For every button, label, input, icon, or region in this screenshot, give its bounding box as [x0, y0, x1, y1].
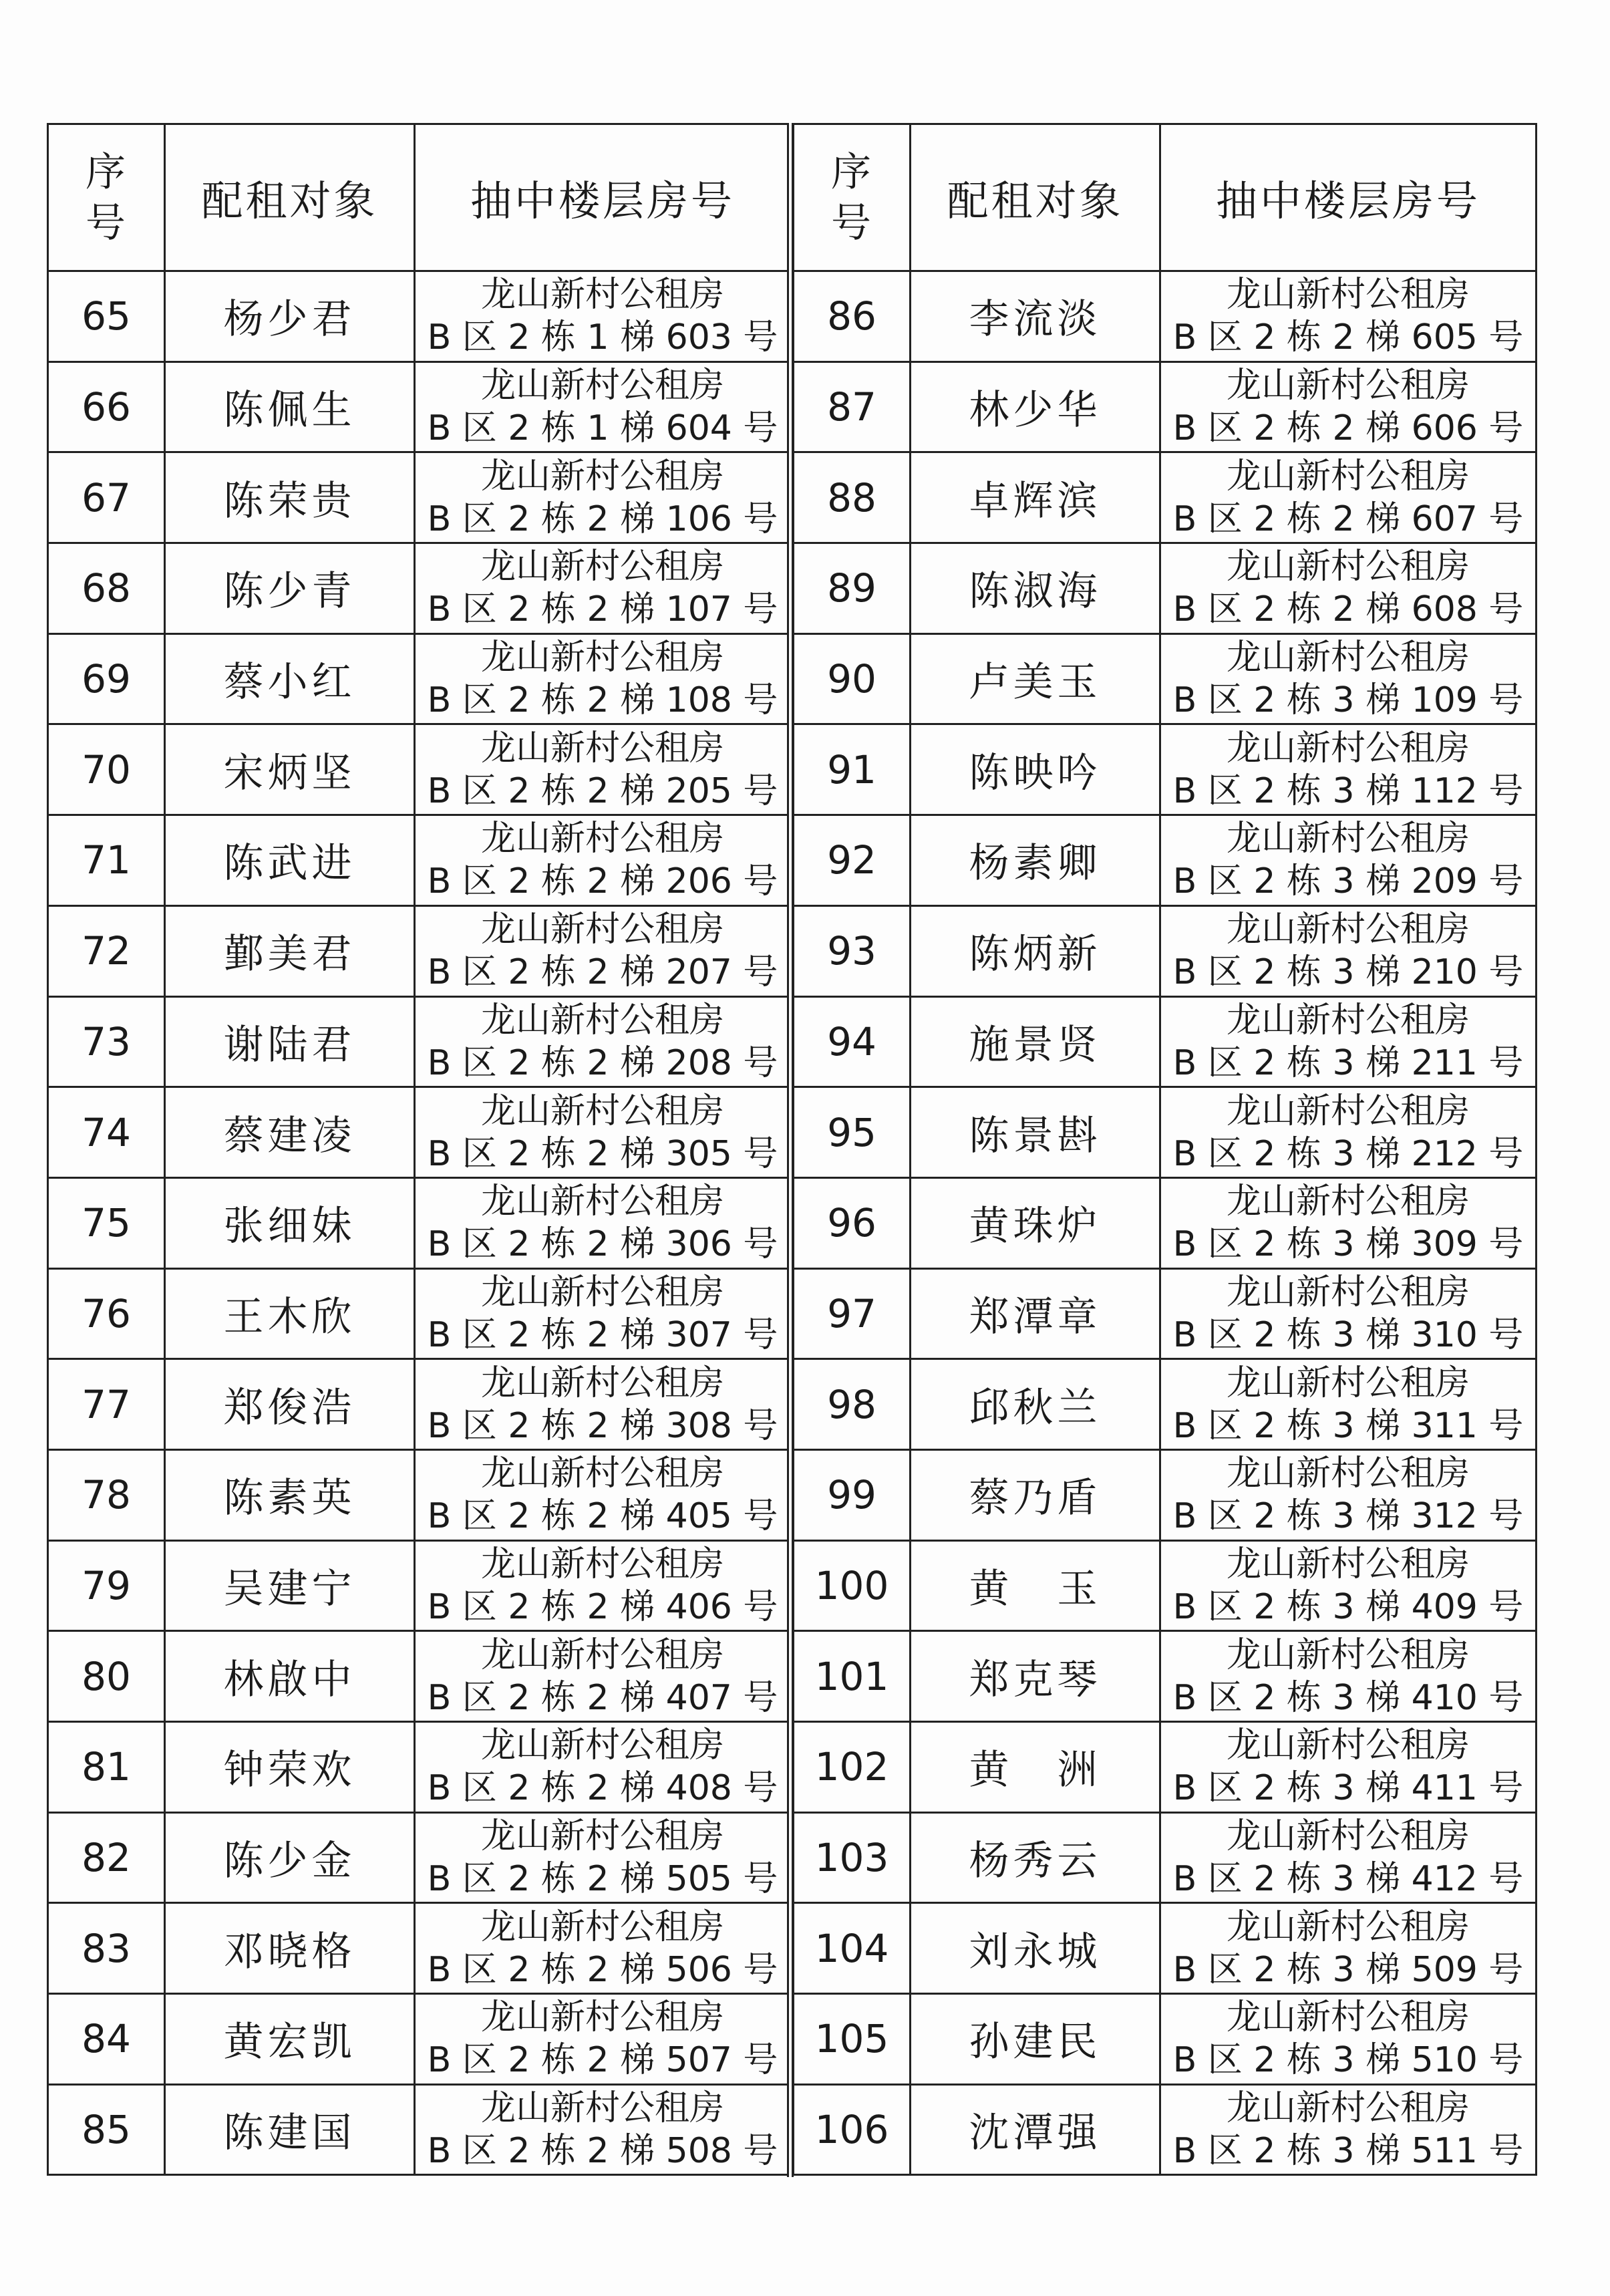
room-number: B 区 2 栋 2 梯 507 号: [427, 2040, 778, 2081]
table-row: [48, 2084, 791, 2175]
room-number: B 区 2 栋 2 梯 206 号: [427, 861, 778, 902]
row-room: [1160, 1087, 1537, 1178]
room-number: B 区 2 栋 1 梯 604 号: [427, 408, 778, 449]
room-number: B 区 2 栋 2 梯 205 号: [427, 770, 778, 811]
row-seq: 84: [48, 1994, 165, 2085]
table-row: [794, 1449, 1537, 1540]
room-number: B 区 2 栋 3 梯 412 号: [1172, 1859, 1524, 1900]
room-estate: 龙山新村公租房: [480, 1181, 724, 1222]
row-room: [415, 271, 791, 362]
table-row: [48, 1449, 791, 1540]
room-estate: 龙山新村公租房: [480, 456, 724, 496]
row-seq: 79: [48, 1540, 165, 1631]
room-estate: 龙山新村公租房: [1226, 637, 1470, 678]
row-tenant-name: 谢陆君: [165, 996, 415, 1087]
row-tenant-name: 鄞美君: [165, 905, 415, 996]
row-room: [415, 1722, 791, 1813]
room-number: B 区 2 栋 2 梯 106 号: [427, 498, 778, 539]
row-seq: 66: [48, 362, 165, 452]
room-number: B 区 2 栋 2 梯 307 号: [427, 1314, 778, 1355]
row-room: [415, 1359, 791, 1450]
row-room: [1160, 1722, 1537, 1813]
row-room: [415, 815, 791, 906]
room-estate: 龙山新村公租房: [1226, 909, 1470, 950]
row-seq: 71: [48, 815, 165, 906]
room-number: B 区 2 栋 2 梯 207 号: [427, 952, 778, 993]
row-tenant-name: 杨少君: [165, 271, 415, 362]
row-room: [415, 543, 791, 634]
table-row: [48, 1087, 791, 1178]
room-estate: 龙山新村公租房: [1226, 728, 1470, 768]
row-room: [415, 996, 791, 1087]
room-estate: 龙山新村公租房: [1226, 1362, 1470, 1403]
row-seq: 83: [48, 1903, 165, 1994]
table-row: [794, 1087, 1537, 1178]
table-row: [48, 1903, 791, 1994]
room-estate: 龙山新村公租房: [480, 1997, 724, 2038]
row-tenant-name: 陈建国: [165, 2084, 415, 2175]
row-room: [1160, 1540, 1537, 1631]
row-tenant-name: 郑潭章: [911, 1268, 1160, 1359]
table-row: [48, 452, 791, 543]
row-seq: 101: [794, 1631, 911, 1722]
row-seq: 74: [48, 1087, 165, 1178]
room-number: B 区 2 栋 3 梯 112 号: [1172, 770, 1524, 811]
header-tenant: 配租对象: [911, 124, 1160, 271]
row-seq: 72: [48, 905, 165, 996]
row-seq: 106: [794, 2084, 911, 2175]
row-seq: 104: [794, 1903, 911, 1994]
row-tenant-name: 陈武进: [165, 815, 415, 906]
table-row: [48, 1812, 791, 1903]
row-seq: 91: [794, 724, 911, 815]
row-room: [415, 1631, 791, 1722]
room-number: B 区 2 栋 2 梯 508 号: [427, 2131, 778, 2172]
room-estate: 龙山新村公租房: [1226, 1181, 1470, 1222]
row-seq: 82: [48, 1812, 165, 1903]
room-estate: 龙山新村公租房: [1226, 819, 1470, 859]
table-row: [48, 1722, 791, 1813]
row-room: [1160, 2084, 1537, 2175]
table-row: [794, 1359, 1537, 1450]
row-tenant-name: 宋炳坚: [165, 724, 415, 815]
table-row: [794, 905, 1537, 996]
room-estate: 龙山新村公租房: [480, 366, 724, 406]
room-number: B 区 2 栋 3 梯 310 号: [1172, 1314, 1524, 1355]
table-row: [794, 633, 1537, 724]
row-room: [1160, 1903, 1537, 1994]
table-row: [794, 1812, 1537, 1903]
room-estate: 龙山新村公租房: [1226, 456, 1470, 496]
table-row: [48, 905, 791, 996]
table-row: [48, 1631, 791, 1722]
row-tenant-name: 黄珠炉: [911, 1177, 1160, 1268]
row-room: [415, 1449, 791, 1540]
room-estate: 龙山新村公租房: [480, 1000, 724, 1040]
row-seq: 70: [48, 724, 165, 815]
room-estate: 龙山新村公租房: [1226, 1725, 1470, 1766]
row-room: [1160, 633, 1537, 724]
room-number: B 区 2 栋 2 梯 505 号: [427, 1859, 778, 1900]
row-tenant-name: 陈炳新: [911, 905, 1160, 996]
row-tenant-name: 李流淡: [911, 271, 1160, 362]
row-room: [415, 1177, 791, 1268]
room-estate: 龙山新村公租房: [480, 1634, 724, 1675]
row-tenant-name: 陈映吟: [911, 724, 1160, 815]
row-seq: 85: [48, 2084, 165, 2175]
room-number: B 区 2 栋 2 梯 108 号: [427, 680, 778, 721]
room-estate: 龙山新村公租房: [480, 1725, 724, 1766]
header-seq: [48, 124, 165, 271]
table-row: [794, 362, 1537, 452]
row-tenant-name: 陈荣贵: [165, 452, 415, 543]
row-seq: 76: [48, 1268, 165, 1359]
room-number: B 区 2 栋 3 梯 510 号: [1172, 2040, 1524, 2081]
row-seq: 65: [48, 271, 165, 362]
room-estate: 龙山新村公租房: [480, 1816, 724, 1857]
row-seq: 95: [794, 1087, 911, 1178]
room-number: B 区 2 栋 3 梯 410 号: [1172, 1677, 1524, 1718]
row-tenant-name: 杨秀云: [911, 1812, 1160, 1903]
room-number: B 区 2 栋 3 梯 212 号: [1172, 1133, 1524, 1174]
room-number: B 区 2 栋 3 梯 211 号: [1172, 1042, 1524, 1083]
table-row: [48, 1540, 791, 1631]
room-number: B 区 2 栋 3 梯 210 号: [1172, 952, 1524, 993]
row-room: [1160, 1994, 1537, 2085]
row-tenant-name: 陈佩生: [165, 362, 415, 452]
row-tenant-name: 吴建宁: [165, 1540, 415, 1631]
header-seq-line1: 序: [831, 148, 872, 196]
room-estate: 龙山新村公租房: [480, 637, 724, 678]
room-number: B 区 2 栋 2 梯 208 号: [427, 1042, 778, 1083]
room-estate: 龙山新村公租房: [1226, 547, 1470, 587]
room-estate: 龙山新村公租房: [1226, 275, 1470, 315]
header-seq-line2: 号: [831, 199, 872, 247]
room-number: B 区 2 栋 2 梯 305 号: [427, 1133, 778, 1174]
table-row: [794, 1268, 1537, 1359]
row-room: [415, 905, 791, 996]
room-estate: 龙山新村公租房: [480, 1906, 724, 1947]
row-seq: 102: [794, 1722, 911, 1813]
header-room: 抽中楼层房号: [415, 124, 791, 271]
table-header-row: [794, 124, 1537, 271]
room-number: B 区 2 栋 3 梯 311 号: [1172, 1405, 1524, 1446]
row-tenant-name: 蔡乃盾: [911, 1449, 1160, 1540]
table-row: [794, 815, 1537, 906]
row-seq: 81: [48, 1722, 165, 1813]
row-room: [1160, 1631, 1537, 1722]
row-seq: 97: [794, 1268, 911, 1359]
room-estate: 龙山新村公租房: [1226, 2088, 1470, 2129]
header-seq: [794, 124, 911, 271]
row-tenant-name: 张细妹: [165, 1177, 415, 1268]
row-room: [415, 1903, 791, 1994]
table-row: [48, 543, 791, 634]
header-seq-line2: 号: [86, 199, 127, 247]
row-seq: 69: [48, 633, 165, 724]
row-tenant-name: 蔡建凌: [165, 1087, 415, 1178]
row-seq: 68: [48, 543, 165, 634]
room-number: B 区 2 栋 2 梯 407 号: [427, 1677, 778, 1718]
row-room: [415, 724, 791, 815]
row-room: [1160, 1268, 1537, 1359]
row-room: [1160, 1449, 1537, 1540]
row-tenant-name: 陈少金: [165, 1812, 415, 1903]
row-seq: 77: [48, 1359, 165, 1450]
row-seq: 78: [48, 1449, 165, 1540]
table-header-row: [48, 124, 791, 271]
room-number: B 区 2 栋 2 梯 605 号: [1172, 317, 1524, 358]
room-number: B 区 2 栋 2 梯 306 号: [427, 1224, 778, 1265]
room-estate: 龙山新村公租房: [1226, 1544, 1470, 1584]
room-number: B 区 2 栋 2 梯 107 号: [427, 589, 778, 630]
row-tenant-name: 王木欣: [165, 1268, 415, 1359]
row-room: [1160, 1359, 1537, 1450]
table-row: [48, 815, 791, 906]
row-room: [1160, 724, 1537, 815]
row-tenant-name: 林少华: [911, 362, 1160, 452]
room-estate: 龙山新村公租房: [1226, 1906, 1470, 1947]
row-tenant-name: 黄宏凯: [165, 1994, 415, 2085]
room-number: B 区 2 栋 2 梯 607 号: [1172, 498, 1524, 539]
table-row: [48, 362, 791, 452]
row-seq: 96: [794, 1177, 911, 1268]
row-tenant-name: 邓晓格: [165, 1903, 415, 1994]
table-row: [48, 271, 791, 362]
room-estate: 龙山新村公租房: [1226, 366, 1470, 406]
row-seq: 92: [794, 815, 911, 906]
table-row: [48, 1177, 791, 1268]
room-number: B 区 2 栋 3 梯 109 号: [1172, 680, 1524, 721]
row-tenant-name: 邱秋兰: [911, 1359, 1160, 1450]
row-room: [415, 452, 791, 543]
row-seq: 94: [794, 996, 911, 1087]
row-seq: 105: [794, 1994, 911, 2085]
row-seq: 67: [48, 452, 165, 543]
room-number: B 区 2 栋 3 梯 409 号: [1172, 1586, 1524, 1627]
room-estate: 龙山新村公租房: [1226, 1453, 1470, 1494]
row-tenant-name: 卓辉滨: [911, 452, 1160, 543]
row-room: [1160, 1177, 1537, 1268]
room-number: B 区 2 栋 1 梯 603 号: [427, 317, 778, 358]
row-room: [1160, 543, 1537, 634]
room-number: B 区 2 栋 2 梯 405 号: [427, 1496, 778, 1537]
table-row: [794, 2084, 1537, 2175]
room-estate: 龙山新村公租房: [1226, 1634, 1470, 1675]
row-room: [415, 1540, 791, 1631]
row-room: [415, 633, 791, 724]
room-estate: 龙山新村公租房: [480, 547, 724, 587]
row-seq: 75: [48, 1177, 165, 1268]
room-number: B 区 2 栋 3 梯 411 号: [1172, 1768, 1524, 1809]
row-tenant-name: 陈淑海: [911, 543, 1160, 634]
allocation-table-right: [792, 123, 1537, 2176]
table-row: [794, 724, 1537, 815]
table-row: [794, 1177, 1537, 1268]
table-row: [48, 724, 791, 815]
room-estate: 龙山新村公租房: [480, 1453, 724, 1494]
table-row: [48, 996, 791, 1087]
row-tenant-name: 刘永城: [911, 1903, 1160, 1994]
row-room: [415, 1994, 791, 2085]
table-row: [48, 1994, 791, 2085]
row-tenant-name: 孙建民: [911, 1994, 1160, 2085]
row-seq: 98: [794, 1359, 911, 1450]
table-row: [794, 271, 1537, 362]
table-row: [794, 452, 1537, 543]
row-seq: 87: [794, 362, 911, 452]
row-room: [415, 362, 791, 452]
table-row: [794, 1631, 1537, 1722]
room-estate: 龙山新村公租房: [1226, 1091, 1470, 1131]
row-tenant-name: 黄 玉: [911, 1540, 1160, 1631]
row-tenant-name: 杨素卿: [911, 815, 1160, 906]
table-row: [48, 633, 791, 724]
room-estate: 龙山新村公租房: [480, 728, 724, 768]
room-number: B 区 2 栋 2 梯 308 号: [427, 1405, 778, 1446]
room-estate: 龙山新村公租房: [1226, 1997, 1470, 2038]
room-estate: 龙山新村公租房: [480, 1272, 724, 1312]
room-number: B 区 2 栋 2 梯 608 号: [1172, 589, 1524, 630]
room-number: B 区 2 栋 3 梯 209 号: [1172, 861, 1524, 902]
row-tenant-name: 陈景斟: [911, 1087, 1160, 1178]
room-number: B 区 2 栋 3 梯 309 号: [1172, 1224, 1524, 1265]
row-tenant-name: 陈素英: [165, 1449, 415, 1540]
room-estate: 龙山新村公租房: [1226, 1000, 1470, 1040]
table-row: [794, 996, 1537, 1087]
room-estate: 龙山新村公租房: [480, 2088, 724, 2129]
row-tenant-name: 沈潭强: [911, 2084, 1160, 2175]
row-room: [1160, 1812, 1537, 1903]
allocation-table-left: [47, 123, 792, 2176]
row-room: [415, 1812, 791, 1903]
row-seq: 88: [794, 452, 911, 543]
row-tenant-name: 郑俊浩: [165, 1359, 415, 1450]
header-seq-line1: 序: [86, 148, 127, 196]
row-seq: 89: [794, 543, 911, 634]
row-room: [1160, 905, 1537, 996]
room-number: B 区 2 栋 2 梯 406 号: [427, 1586, 778, 1627]
table-row: [794, 543, 1537, 634]
row-seq: 86: [794, 271, 911, 362]
room-estate: 龙山新村公租房: [480, 819, 724, 859]
row-tenant-name: 林啟中: [165, 1631, 415, 1722]
row-seq: 80: [48, 1631, 165, 1722]
header-tenant: 配租对象: [165, 124, 415, 271]
room-estate: 龙山新村公租房: [480, 1362, 724, 1403]
row-room: [1160, 815, 1537, 906]
row-room: [1160, 271, 1537, 362]
row-tenant-name: 郑克琴: [911, 1631, 1160, 1722]
row-tenant-name: 施景贤: [911, 996, 1160, 1087]
row-room: [415, 1087, 791, 1178]
row-tenant-name: 陈少青: [165, 543, 415, 634]
room-estate: 龙山新村公租房: [480, 1091, 724, 1131]
row-tenant-name: 黄 洲: [911, 1722, 1160, 1813]
table-row: [794, 1540, 1537, 1631]
room-estate: 龙山新村公租房: [480, 275, 724, 315]
row-room: [1160, 452, 1537, 543]
row-seq: 103: [794, 1812, 911, 1903]
row-seq: 73: [48, 996, 165, 1087]
header-room: 抽中楼层房号: [1160, 124, 1537, 271]
row-seq: 99: [794, 1449, 911, 1540]
room-estate: 龙山新村公租房: [1226, 1272, 1470, 1312]
room-number: B 区 2 栋 2 梯 606 号: [1172, 408, 1524, 449]
row-seq: 93: [794, 905, 911, 996]
room-number: B 区 2 栋 2 梯 506 号: [427, 1949, 778, 1990]
room-estate: 龙山新村公租房: [480, 909, 724, 950]
row-tenant-name: 蔡小红: [165, 633, 415, 724]
row-room: [1160, 996, 1537, 1087]
room-number: B 区 2 栋 3 梯 312 号: [1172, 1496, 1524, 1537]
row-room: [1160, 362, 1537, 452]
table-row: [48, 1268, 791, 1359]
table-row: [48, 1359, 791, 1450]
room-estate: 龙山新村公租房: [480, 1544, 724, 1584]
row-tenant-name: 钟荣欢: [165, 1722, 415, 1813]
row-room: [415, 1268, 791, 1359]
room-number: B 区 2 栋 3 梯 511 号: [1172, 2131, 1524, 2172]
table-row: [794, 1994, 1537, 2085]
row-seq: 100: [794, 1540, 911, 1631]
row-seq: 90: [794, 633, 911, 724]
room-number: B 区 2 栋 2 梯 408 号: [427, 1768, 778, 1809]
table-row: [794, 1903, 1537, 1994]
room-estate: 龙山新村公租房: [1226, 1816, 1470, 1857]
table-row: [794, 1722, 1537, 1813]
room-number: B 区 2 栋 3 梯 509 号: [1172, 1949, 1524, 1990]
row-room: [415, 2084, 791, 2175]
row-tenant-name: 卢美玉: [911, 633, 1160, 724]
